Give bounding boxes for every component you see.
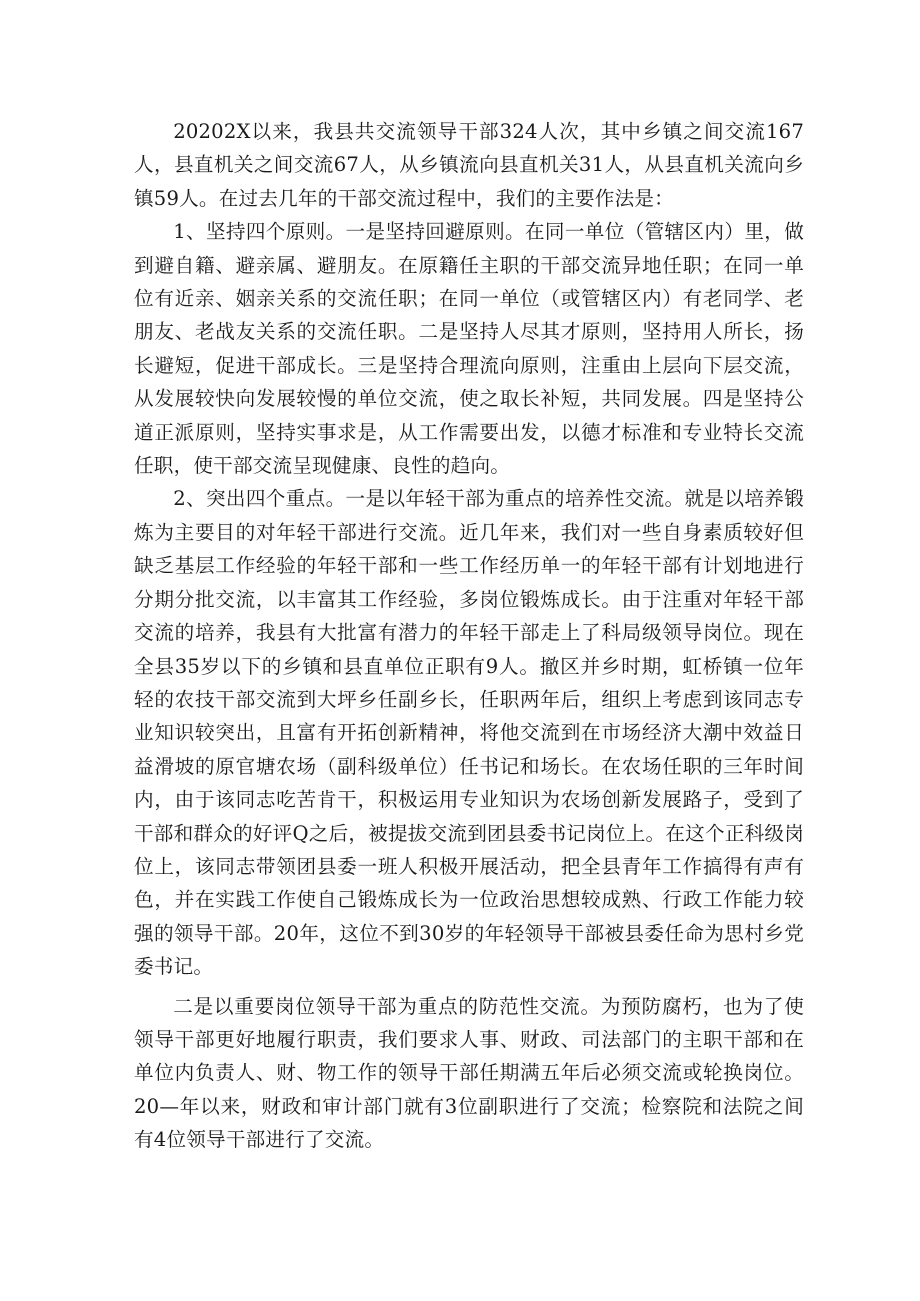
paragraph-intro: 20202X以来，我县共交流领导干部324人次，其中乡镇之间交流167人，县直机关之间交流67人，从乡镇流向县直机关31人，从县直机关流向乡镇59人。在过去几年的干部交流过程中，我们的主要作法是： (134, 120, 804, 210)
document-body (134, 115, 804, 1157)
paragraph-four-principles: 1、坚持四个原则。一是坚持回避原则。在同一单位（管辖区内）里，做到避自籍、避亲属、避朋友。在原籍任主职的干部交流异地任职；在同一单位有近亲、姻亲关系的交流任职；在同一单位（或管辖区内）有老同学、老朋友、老战友关系的交流任职。二是坚持人尽其才原则，坚持用人所长，扬长避短，促进干部成长。三是坚持合理流向原则，注重由上层向下层交流，从发展较快向发展较慢的单位交流，使之取长补短，共同发展。四是坚持公道正派原则，坚持实事求是，从工作需要出发，以德才标准和专业特长交流任职，使干部交流呈现健康、良性的趋向。 (134, 220, 804, 478)
paragraph-four-priorities: 2、突出四个重点。一是以年轻干部为重点的培养性交流。就是以培养锻炼为主要目的对年轻干部进行交流。近几年来，我们对一些自身素质较好但缺乏基层工作经验的年轻干部和一些工作经历单一的年轻干部有计划地进行分期分批交流，以丰富其工作经验，多岗位锻炼成长。由于注重对年轻干部交流的培养，我县有大批富有潜力的年轻干部走上了科局级领导岗位。现在全县35岁以下的乡镇和县直单位正职有9人。撤区并乡时期，虹桥镇一位年轻的农技干部交流到大坪乡任副乡长，任职两年后，组织上考虑到该同志专业知识较突出，且富有开拓创新精神，将他交流到在市场经济大潮中效益日益滑坡的原官塘农场（副科级单位）任书记和场长。在农场任职的三年时间内，由于该同志吃苦肯干，积极运用专业知识为农场创新发展路子，受到了干部和群众的好评Q之后，被提拔交流到团县委书记岗位上。在这个正科级岗位上，该同志带领团县委一班人积极开展活动，把全县青年工作搞得有声有色，并在实践工作使自己锻炼成长为一位政治思想较成熟、行政工作能力较强的领导干部。20年，这位不到30岁的年轻领导干部被县委任命为思村乡党委书记。 (134, 487, 804, 979)
paragraph-preventive-exchange: 二是以重要岗位领导干部为重点的防范性交流。为预防腐朽，也为了使领导干部更好地履行职责，我们要求人事、财政、司法部门的主职干部和在单位内负责人、财、物工作的领导干部任期满五年后必须交流或轮换岗位。20—年以来，财政和审计部门就有3位副职进行了交流；检察院和法院之间有4位领导干部进行了交流。 (134, 994, 804, 1152)
